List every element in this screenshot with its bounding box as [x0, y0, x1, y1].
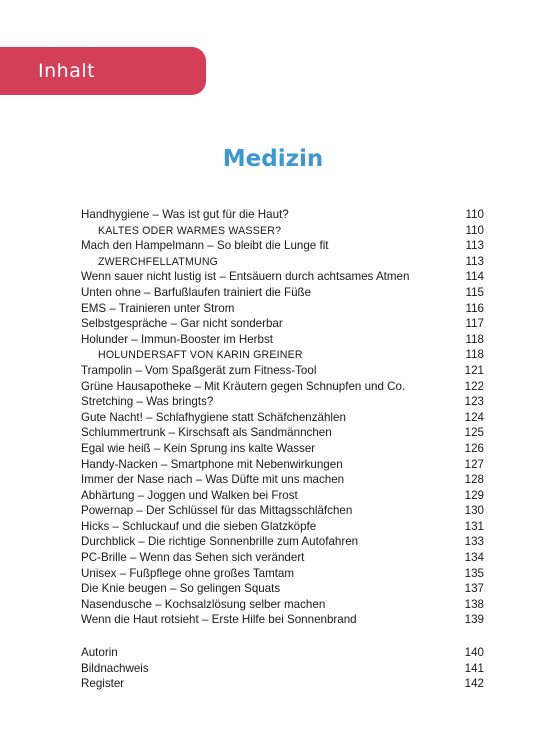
toc-entry-page: 126 [464, 441, 484, 455]
toc-entry-page: 110 [465, 223, 484, 237]
toc-entry-page: 113 [465, 254, 484, 268]
toc-entry [81, 503, 484, 519]
toc-entry-title: Wenn sauer nicht lustig ist – Entsäuern durch achtsames Atmen [81, 270, 410, 284]
toc-entry-page: 115 [465, 285, 484, 299]
toc-entry [81, 332, 484, 348]
toc-entry-page: 118 [465, 348, 484, 362]
toc-entry-title: Abhärtung – Joggen und Walken bei Frost [81, 488, 298, 502]
toc-entry-title: Autorin [81, 646, 118, 659]
toc-entry-page: 133 [464, 535, 484, 549]
toc-subentry [81, 347, 484, 363]
toc-entry-title: Handhygiene – Was ist gut für die Haut? [81, 208, 289, 221]
toc-entry-page: 113 [465, 239, 484, 253]
toc-entry [81, 316, 484, 332]
toc-entry-title: EMS – Trainieren unter Strom [81, 301, 235, 315]
toc-entry-title: HOLUNDERSAFT VON KARIN GREINER [98, 349, 303, 362]
toc-entry [81, 394, 484, 410]
toc-entry [81, 363, 484, 379]
toc-entry-page: 118 [465, 332, 484, 346]
toc-entry [81, 488, 484, 504]
toc-entry-title: Mach den Hampelmann – So bleibt die Lunge fit [81, 239, 329, 253]
toc-entry [81, 612, 484, 628]
toc-entry-title: Register [81, 677, 125, 691]
toc-entry [81, 581, 484, 597]
toc-entry [81, 519, 484, 535]
toc-entry-page: 137 [464, 582, 484, 596]
toc-entry-title: PC-Brille – Wenn das Sehen sich verändert [81, 551, 305, 565]
toc-entry [81, 285, 484, 301]
toc-entry-page: 114 [465, 270, 484, 284]
toc-entry [81, 472, 484, 488]
toc-entry [81, 550, 484, 566]
toc-entry-page: 138 [464, 597, 484, 611]
toc-entry-page: 135 [464, 566, 484, 580]
toc-subentry [81, 223, 484, 239]
toc-entry [81, 425, 484, 441]
toc-entry-title: Bildnachweis [81, 661, 149, 675]
toc-entry-title: Unten ohne – Barfußlaufen trainiert die Füße [81, 285, 312, 299]
toc-entry [81, 301, 484, 317]
toc-entry-page: 134 [464, 551, 484, 565]
toc-entry-page: 131 [464, 519, 484, 533]
toc-appendix-entry [81, 661, 484, 677]
toc-entry-page: 140 [464, 646, 484, 659]
toc-entry-title: Powernap – Der Schlüssel für das Mittagsschläfchen [81, 504, 353, 518]
toc-entry-page: 125 [464, 426, 484, 440]
toc-entry-page: 139 [464, 613, 484, 627]
toc-entry-page: 130 [464, 504, 484, 518]
toc-appendix-list [81, 645, 484, 692]
toc-entry-page: 123 [464, 395, 484, 409]
toc-entry-page: 129 [464, 488, 484, 502]
toc-entry-title: ZWERCHFELLATMUNG [98, 255, 219, 268]
toc-entry-page: 142 [464, 677, 484, 691]
toc-entry [81, 207, 484, 223]
toc-entry [81, 457, 484, 473]
toc-entry-title: Unisex – Fußpflege ohne großes Tamtam [81, 566, 295, 580]
toc-entry-page: 121 [464, 363, 484, 377]
toc-entry [81, 566, 484, 582]
toc-entry-page: 117 [465, 317, 484, 331]
toc-entry-title: Gute Nacht! – Schlafhygiene statt Schäfchenzählen [81, 410, 346, 424]
toc-entry-page: 110 [465, 208, 484, 221]
toc-entry-title: Grüne Hausapotheke – Mit Kräutern gegen Schnupfen und Co. [81, 379, 406, 393]
toc-entry-title: Trampolin – Vom Spaßgerät zum Fitness-Tool [81, 363, 317, 377]
toc-entry-title: KALTES ODER WARMES WASSER? [98, 224, 282, 237]
toc-entry-page: 116 [465, 301, 484, 315]
toc-entry-page: 122 [464, 379, 484, 393]
toc-entry [81, 441, 484, 457]
toc-list [81, 207, 484, 628]
toc-entry-title: Nasendusche – Kochsalzlösung selber machen [81, 597, 326, 611]
toc-entry-page: 127 [464, 457, 484, 471]
toc-entry-title: Durchblick – Die richtige Sonnenbrille zum Autofahren [81, 535, 359, 549]
toc-entry-title: Selbstgespräche – Gar nicht sonderbar [81, 317, 283, 331]
toc-entry-title: Schlummertrunk – Kirschsaft als Sandmännchen [81, 426, 332, 440]
header-title: Inhalt [38, 60, 96, 82]
toc-entry-title: Wenn die Haut rotsieht – Erste Hilfe bei Sonnenbrand [81, 613, 357, 627]
section-title: Medizin [222, 146, 324, 172]
toc-subentry [81, 254, 484, 270]
toc-entry [81, 238, 484, 254]
toc-appendix-entry [81, 676, 484, 692]
toc-entry-title: Handy-Nacken – Smartphone mit Nebenwirkungen [81, 457, 343, 471]
toc-entry [81, 534, 484, 550]
toc-entry-title: Hicks – Schluckauf und die sieben Glatzköpfe [81, 519, 317, 533]
toc-entry-title: Egal wie heiß – Kein Sprung ins kalte Wasser [81, 441, 316, 455]
toc-entry-title: Die Knie beugen – So gelingen Squats [81, 582, 281, 596]
toc-appendix-entry [81, 645, 484, 661]
toc-entry-page: 141 [464, 661, 484, 675]
header-tab [0, 47, 206, 95]
toc-entry-title: Holunder – Immun-Booster im Herbst [81, 332, 274, 346]
toc-entry-title: Immer der Nase nach – Was Düfte mit uns machen [81, 473, 345, 487]
toc-entry [81, 379, 484, 395]
toc-entry-page: 128 [464, 473, 484, 487]
toc-entry [81, 410, 484, 426]
toc-entry [81, 597, 484, 613]
toc-entry [81, 269, 484, 285]
toc-entry-title: Stretching – Was bringts? [81, 395, 214, 409]
toc-entry-page: 124 [464, 410, 484, 424]
